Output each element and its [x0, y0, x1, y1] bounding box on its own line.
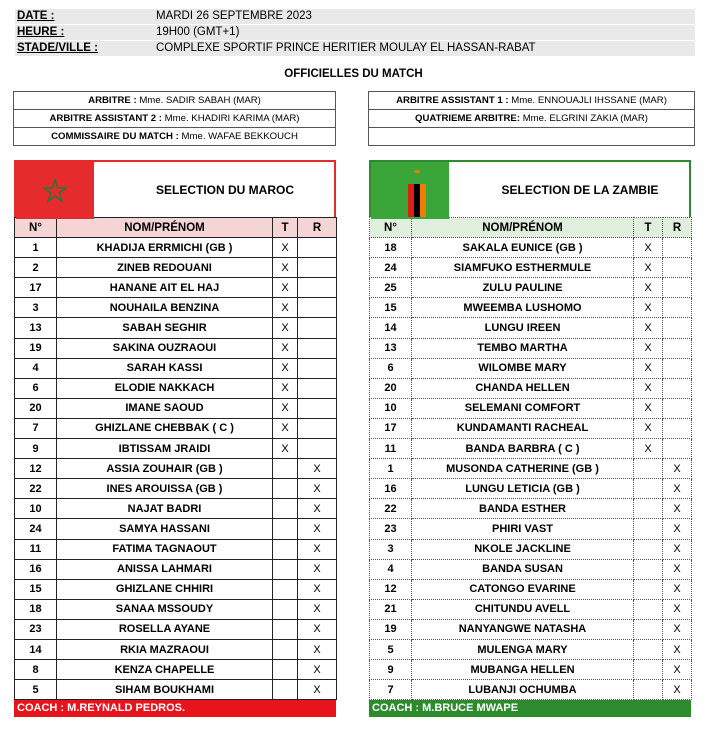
col-r: R [298, 218, 337, 238]
player-number: 15 [370, 298, 412, 318]
player-reserve-mark: X [298, 499, 337, 519]
player-row [15, 619, 337, 639]
player-row [370, 418, 692, 438]
official-cell [14, 92, 336, 110]
player-reserve-mark: X [663, 660, 692, 680]
morocco-coach: COACH : M.REYNALD PEDROS. [14, 700, 336, 717]
morocco-flag-cell [16, 162, 94, 219]
official-role: COMMISSAIRE DU MATCH : [51, 131, 179, 142]
player-starter-mark: X [273, 418, 298, 438]
player-reserve-mark [663, 358, 692, 378]
player-row [15, 238, 337, 258]
player-number: 1 [370, 459, 412, 479]
official-cell [14, 128, 336, 146]
player-number: 7 [370, 680, 412, 700]
player-starter-mark: X [634, 258, 663, 278]
player-starter-mark: X [634, 238, 663, 258]
player-row [370, 298, 692, 318]
player-starter-mark: X [273, 358, 298, 378]
player-starter-mark: X [634, 298, 663, 318]
player-reserve-mark: X [663, 579, 692, 599]
morocco-header [14, 160, 336, 217]
date-row [15, 9, 695, 24]
player-number: 16 [15, 559, 57, 579]
player-starter-mark: X [273, 338, 298, 358]
player-number: 2 [15, 258, 57, 278]
player-starter-mark [273, 639, 298, 659]
player-starter-mark: X [273, 258, 298, 278]
player-number: 11 [370, 439, 412, 459]
col-name: NOM/PRÉNOM [57, 218, 273, 238]
player-name: SABAH SEGHIR [57, 318, 273, 338]
player-name: SANAA MSSOUDY [57, 599, 273, 619]
player-starter-mark: X [273, 378, 298, 398]
player-starter-mark: X [273, 278, 298, 298]
player-reserve-mark: X [298, 579, 337, 599]
player-number: 9 [370, 660, 412, 680]
player-reserve-mark [298, 298, 337, 318]
player-row [370, 439, 692, 459]
player-starter-mark: X [273, 318, 298, 338]
player-name: INES AROUISSA (GB ) [57, 479, 273, 499]
zambia-header [369, 160, 691, 217]
player-number: 10 [370, 398, 412, 418]
player-starter-mark [273, 479, 298, 499]
player-reserve-mark: X [663, 599, 692, 619]
venue-value: COMPLEXE SPORTIF PRINCE HERITIER MOULAY EL HASSAN-RABAT [156, 42, 536, 54]
player-number: 22 [15, 479, 57, 499]
zambia-team-sheet [369, 160, 691, 717]
player-row [15, 338, 337, 358]
official-cell [369, 128, 695, 146]
official-role: ARBITRE ASSISTANT 2 : [49, 113, 162, 124]
player-reserve-mark [663, 318, 692, 338]
player-number: 16 [370, 479, 412, 499]
player-starter-mark [273, 619, 298, 639]
official-row [369, 92, 695, 110]
player-row [15, 318, 337, 338]
player-name: CHITUNDU AVELL [412, 599, 634, 619]
player-reserve-mark [298, 238, 337, 258]
player-row [370, 639, 692, 659]
player-starter-mark: X [634, 439, 663, 459]
player-name: SAMYA HASSANI [57, 519, 273, 539]
zambia-roster [369, 217, 692, 700]
player-name: SAKINA OUZRAOUI [57, 338, 273, 358]
player-name: RKIA MAZRAOUI [57, 639, 273, 659]
player-starter-mark [634, 639, 663, 659]
player-starter-mark [634, 539, 663, 559]
player-name: ANISSA LAHMARI [57, 559, 273, 579]
player-reserve-mark: X [298, 619, 337, 639]
player-number: 18 [15, 599, 57, 619]
player-reserve-mark: X [298, 559, 337, 579]
player-number: 5 [370, 639, 412, 659]
official-cell [369, 92, 695, 110]
player-number: 23 [370, 519, 412, 539]
player-reserve-mark [663, 278, 692, 298]
player-starter-mark [634, 459, 663, 479]
player-reserve-mark: X [663, 519, 692, 539]
player-reserve-mark: X [298, 519, 337, 539]
player-reserve-mark [298, 439, 337, 459]
player-name: SAKALA EUNICE (GB ) [412, 238, 634, 258]
player-number: 4 [15, 358, 57, 378]
player-starter-mark: X [273, 238, 298, 258]
player-name: MUBANGA HELLEN [412, 660, 634, 680]
col-t: T [273, 218, 298, 238]
player-starter-mark: X [634, 398, 663, 418]
player-number: 15 [15, 579, 57, 599]
player-reserve-mark: X [663, 459, 692, 479]
official-cell [14, 110, 336, 128]
player-row [15, 660, 337, 680]
col-t: T [634, 218, 663, 238]
player-number: 8 [15, 660, 57, 680]
player-starter-mark [273, 559, 298, 579]
player-number: 19 [370, 619, 412, 639]
col-num: N° [370, 218, 412, 238]
player-starter-mark [634, 660, 663, 680]
player-starter-mark [273, 459, 298, 479]
player-starter-mark [634, 579, 663, 599]
zambia-title: SELECTION DE LA ZAMBIE [501, 183, 659, 197]
official-role: QUATRIEME ARBITRE: [415, 113, 521, 124]
player-name: ZULU PAULINE [412, 278, 634, 298]
player-row [15, 298, 337, 318]
player-row [370, 278, 692, 298]
zambia-roster-header [370, 218, 692, 238]
player-reserve-mark [663, 378, 692, 398]
player-number: 24 [370, 258, 412, 278]
player-name: NAJAT BADRI [57, 499, 273, 519]
player-name: MUSONDA CATHERINE (GB ) [412, 459, 634, 479]
player-reserve-mark: X [663, 639, 692, 659]
col-num: N° [15, 218, 57, 238]
player-row [15, 459, 337, 479]
player-row [15, 599, 337, 619]
player-name: TEMBO MARTHA [412, 338, 634, 358]
player-number: 4 [370, 559, 412, 579]
player-row [15, 680, 337, 700]
player-starter-mark [273, 579, 298, 599]
player-number: 17 [370, 418, 412, 438]
player-starter-mark [273, 680, 298, 700]
player-row [370, 579, 692, 599]
player-name: GHIZLANE CHHIRI [57, 579, 273, 599]
player-reserve-mark: X [298, 660, 337, 680]
player-number: 10 [15, 499, 57, 519]
player-row [15, 519, 337, 539]
zambia-flag-icon [371, 162, 449, 217]
player-starter-mark [273, 499, 298, 519]
player-number: 6 [15, 378, 57, 398]
player-starter-mark [634, 479, 663, 499]
player-reserve-mark [298, 418, 337, 438]
player-number: 5 [15, 680, 57, 700]
official-row [369, 110, 695, 128]
zambia-coach: COACH : M.BRUCE MWAPE [369, 700, 691, 717]
player-starter-mark [634, 559, 663, 579]
player-row [15, 418, 337, 438]
player-row [15, 559, 337, 579]
player-row [370, 660, 692, 680]
player-row [15, 539, 337, 559]
player-starter-mark [634, 499, 663, 519]
player-reserve-mark: X [663, 619, 692, 639]
player-row [15, 499, 337, 519]
player-row [370, 398, 692, 418]
player-row [370, 459, 692, 479]
player-reserve-mark: X [298, 680, 337, 700]
player-name: KUNDAMANTI RACHEAL [412, 418, 634, 438]
col-name: NOM/PRÉNOM [412, 218, 634, 238]
time-label: HEURE : [17, 26, 65, 38]
player-name: ASSIA ZOUHAIR (GB ) [57, 459, 273, 479]
player-name: ROSELLA AYANE [57, 619, 273, 639]
player-reserve-mark [663, 439, 692, 459]
player-reserve-mark [298, 358, 337, 378]
player-name: IMANE SAOUD [57, 398, 273, 418]
player-number: 20 [15, 398, 57, 418]
player-number: 19 [15, 338, 57, 358]
player-row [370, 519, 692, 539]
player-name: LUNGU IREEN [412, 318, 634, 338]
player-number: 14 [370, 318, 412, 338]
player-name: SARAH KASSI [57, 358, 273, 378]
player-name: FATIMA TAGNAOUT [57, 539, 273, 559]
player-name: KHADIJA ERRMICHI (GB ) [57, 238, 273, 258]
player-number: 13 [370, 338, 412, 358]
morocco-flag-icon [16, 162, 94, 217]
player-starter-mark: X [634, 418, 663, 438]
player-row [15, 479, 337, 499]
official-row [369, 128, 695, 146]
player-starter-mark: X [273, 439, 298, 459]
player-number: 14 [15, 639, 57, 659]
player-name: MWEEMBA LUSHOMO [412, 298, 634, 318]
player-starter-mark: X [634, 358, 663, 378]
player-number: 12 [370, 579, 412, 599]
player-reserve-mark [298, 258, 337, 278]
player-number: 23 [15, 619, 57, 639]
player-name: PHIRI VAST [412, 519, 634, 539]
player-row [15, 639, 337, 659]
time-row [15, 25, 695, 40]
player-row [370, 338, 692, 358]
official-row [14, 110, 336, 128]
player-name: CHANDA HELLEN [412, 378, 634, 398]
morocco-team-sheet [14, 160, 336, 717]
player-starter-mark: X [273, 298, 298, 318]
player-row [15, 398, 337, 418]
player-name: NKOLE JACKLINE [412, 539, 634, 559]
morocco-title: SELECTION DU MAROC [156, 183, 294, 197]
player-row [15, 579, 337, 599]
player-name: NOUHAILA BENZINA [57, 298, 273, 318]
time-value: 19H00 (GMT+1) [156, 26, 240, 38]
player-number: 25 [370, 278, 412, 298]
player-row [15, 278, 337, 298]
player-row [15, 439, 337, 459]
player-starter-mark: X [634, 278, 663, 298]
player-number: 13 [15, 318, 57, 338]
official-name: Mme. ENNOUAJLI IHSSANE (MAR) [511, 95, 667, 106]
player-name: WILOMBE MARY [412, 358, 634, 378]
player-name: SELEMANI COMFORT [412, 398, 634, 418]
player-number: 18 [370, 238, 412, 258]
player-row [370, 499, 692, 519]
player-reserve-mark [298, 378, 337, 398]
officials-title: OFFICIELLES DU MATCH [284, 68, 423, 80]
officials-left-box [13, 91, 336, 146]
player-name: CATONGO EVARINE [412, 579, 634, 599]
player-number: 6 [370, 358, 412, 378]
player-name: BANDA BARBRA ( C ) [412, 439, 634, 459]
official-row [14, 92, 336, 110]
player-row [370, 479, 692, 499]
date-value: MARDI 26 SEPTEMBRE 2023 [156, 10, 312, 22]
venue-label: STADE/VILLE : [17, 42, 98, 54]
player-reserve-mark [663, 338, 692, 358]
player-row [370, 680, 692, 700]
player-row [15, 358, 337, 378]
player-row [370, 358, 692, 378]
player-reserve-mark: X [298, 539, 337, 559]
player-row [15, 258, 337, 278]
player-name: LUNGU LETICIA (GB ) [412, 479, 634, 499]
player-starter-mark [634, 519, 663, 539]
player-starter-mark [634, 599, 663, 619]
player-row [15, 378, 337, 398]
player-name: BANDA SUSAN [412, 559, 634, 579]
official-name: Mme. ELGRINI ZAKIA (MAR) [522, 113, 648, 124]
official-role: ARBITRE : [88, 95, 137, 106]
player-row [370, 539, 692, 559]
morocco-roster-header [15, 218, 337, 238]
player-number: 17 [15, 278, 57, 298]
player-reserve-mark [663, 298, 692, 318]
player-row [370, 378, 692, 398]
player-row [370, 258, 692, 278]
player-number: 20 [370, 378, 412, 398]
player-reserve-mark: X [663, 499, 692, 519]
official-name: Mme. SADIR SABAH (MAR) [139, 95, 261, 106]
player-number: 7 [15, 418, 57, 438]
player-starter-mark: X [273, 398, 298, 418]
player-starter-mark [273, 599, 298, 619]
player-reserve-mark [298, 398, 337, 418]
player-starter-mark [634, 680, 663, 700]
player-reserve-mark [663, 418, 692, 438]
player-name: BANDA ESTHER [412, 499, 634, 519]
official-role: ARBITRE ASSISTANT 1 : [396, 95, 509, 106]
player-name: MULENGA MARY [412, 639, 634, 659]
player-name: IBTISSAM JRAIDI [57, 439, 273, 459]
player-reserve-mark [298, 318, 337, 338]
player-name: ZINEB REDOUANI [57, 258, 273, 278]
player-starter-mark: X [634, 318, 663, 338]
player-reserve-mark [663, 398, 692, 418]
player-number: 22 [370, 499, 412, 519]
player-row [370, 559, 692, 579]
player-starter-mark [273, 660, 298, 680]
player-number: 9 [15, 439, 57, 459]
player-reserve-mark: X [663, 539, 692, 559]
player-name: HANANE AIT EL HAJ [57, 278, 273, 298]
official-name: Mme. KHADIRI KARIMA (MAR) [164, 113, 300, 124]
player-reserve-mark [298, 338, 337, 358]
player-reserve-mark: X [298, 479, 337, 499]
player-starter-mark: X [634, 338, 663, 358]
official-cell [369, 110, 695, 128]
player-reserve-mark: X [663, 479, 692, 499]
player-reserve-mark: X [298, 599, 337, 619]
player-number: 11 [15, 539, 57, 559]
player-reserve-mark: X [663, 559, 692, 579]
player-name: LUBANJI OCHUMBA [412, 680, 634, 700]
player-row [370, 599, 692, 619]
player-number: 1 [15, 238, 57, 258]
player-number: 24 [15, 519, 57, 539]
player-reserve-mark: X [298, 639, 337, 659]
player-number: 12 [15, 459, 57, 479]
player-starter-mark [634, 619, 663, 639]
player-name: GHIZLANE CHEBBAK ( C ) [57, 418, 273, 438]
player-reserve-mark [663, 238, 692, 258]
player-reserve-mark: X [298, 459, 337, 479]
officials-right-box [368, 91, 695, 146]
player-number: 21 [370, 599, 412, 619]
player-row [370, 619, 692, 639]
player-starter-mark [273, 519, 298, 539]
player-row [370, 318, 692, 338]
player-name: ELODIE NAKKACH [57, 378, 273, 398]
player-starter-mark: X [634, 378, 663, 398]
player-name: KENZA CHAPELLE [57, 660, 273, 680]
zambia-flag-cell [371, 162, 449, 219]
player-row [370, 238, 692, 258]
player-name: NANYANGWE NATASHA [412, 619, 634, 639]
player-reserve-mark: X [663, 680, 692, 700]
date-label: DATE : [17, 10, 55, 22]
official-row [14, 128, 336, 146]
player-name: SIHAM BOUKHAMI [57, 680, 273, 700]
player-name: SIAMFUKO ESTHERMULE [412, 258, 634, 278]
player-starter-mark [273, 539, 298, 559]
player-reserve-mark [298, 278, 337, 298]
player-number: 3 [15, 298, 57, 318]
player-reserve-mark [663, 258, 692, 278]
player-number: 3 [370, 539, 412, 559]
venue-row [15, 41, 695, 56]
official-name: Mme. WAFAE BEKKOUCH [181, 131, 298, 142]
morocco-roster [14, 217, 337, 700]
col-r: R [663, 218, 692, 238]
